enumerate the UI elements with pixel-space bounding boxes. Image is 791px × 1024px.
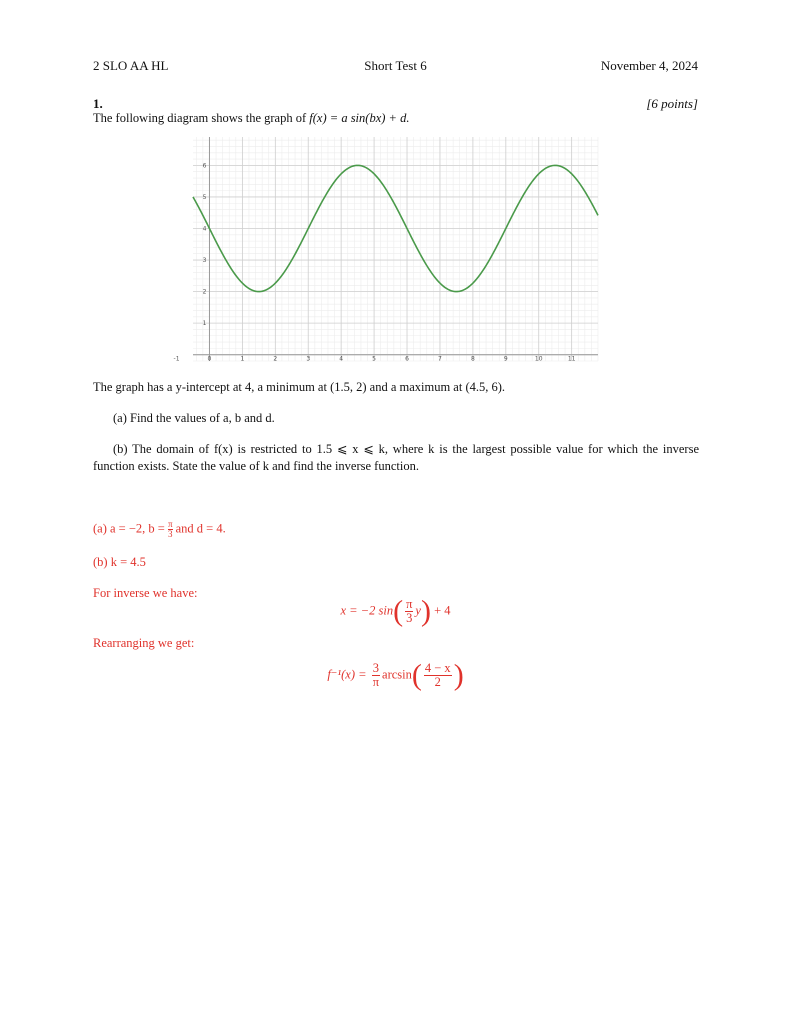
answer-b: (b) k = 4.5 [93,555,146,569]
x-tick-label: 1 [240,355,245,363]
answer-a: (a) a = −2, b = $\frac{\pi}{3}$ and d = 4. [93,519,226,539]
question-intro: The following diagram shows the graph of f(x) = a sin(bx) + d. [93,111,410,125]
question-number: 1. [93,96,103,111]
function-graph [173,137,598,363]
y-tick-label: 2 [202,288,207,296]
rearrange-intro: Rearranging we get: [93,636,195,650]
x-tick-label: 3 [306,355,311,363]
y-tick-label: 5 [202,193,207,201]
test-title: Short Test 6 [364,58,427,73]
y-tick-label: 6 [202,162,207,170]
x-tick-label: 9 [503,355,508,363]
x-tick-label: 5 [372,355,377,363]
y-tick-label: 3 [202,257,207,265]
x-tick-label: 2 [273,355,278,363]
inverse-function-result: f⁻¹(x) = $\frac{3}{\pi}$ arcsin( $\frac{4 - x}{2}$ ) [327,658,464,692]
x-tick-label: 11 [567,355,576,363]
y-tick-label: 1 [202,320,207,328]
x-tick-label: 10 [534,355,543,363]
x-tick-label: -1 [173,355,180,363]
x-tick-label: 6 [405,355,409,363]
x-tick-label: 8 [470,355,475,363]
y-tick-label: 4 [202,225,207,233]
x-tick-label: 7 [438,355,442,363]
test-date: November 4, 2024 [600,58,698,73]
graph-description: The graph has a y-intercept at 4, a minimum at (1.5, 2) and a maximum at (4.5, 6). [93,380,506,394]
inverse-equation: x = −2 sin( $\frac{\pi}{3}$ y) + 4 [340,594,451,628]
question-points: [6 points] [646,96,698,111]
x-tick-label: 4 [339,355,344,363]
inverse-intro: For inverse we have: [93,586,198,600]
part-b-prompt: (b) The domain of f(x) is restricted to 1.5 ⩽ x ⩽ k, where k is the largest possible value for which the inverse function exists. State the value of k and find the inverse function. [93,442,699,473]
course-label: 2 SLO AA HL [93,58,169,73]
part-a-prompt: (a) Find the values of a, b and d. [113,411,275,425]
x-tick-label: 0 [207,355,212,363]
